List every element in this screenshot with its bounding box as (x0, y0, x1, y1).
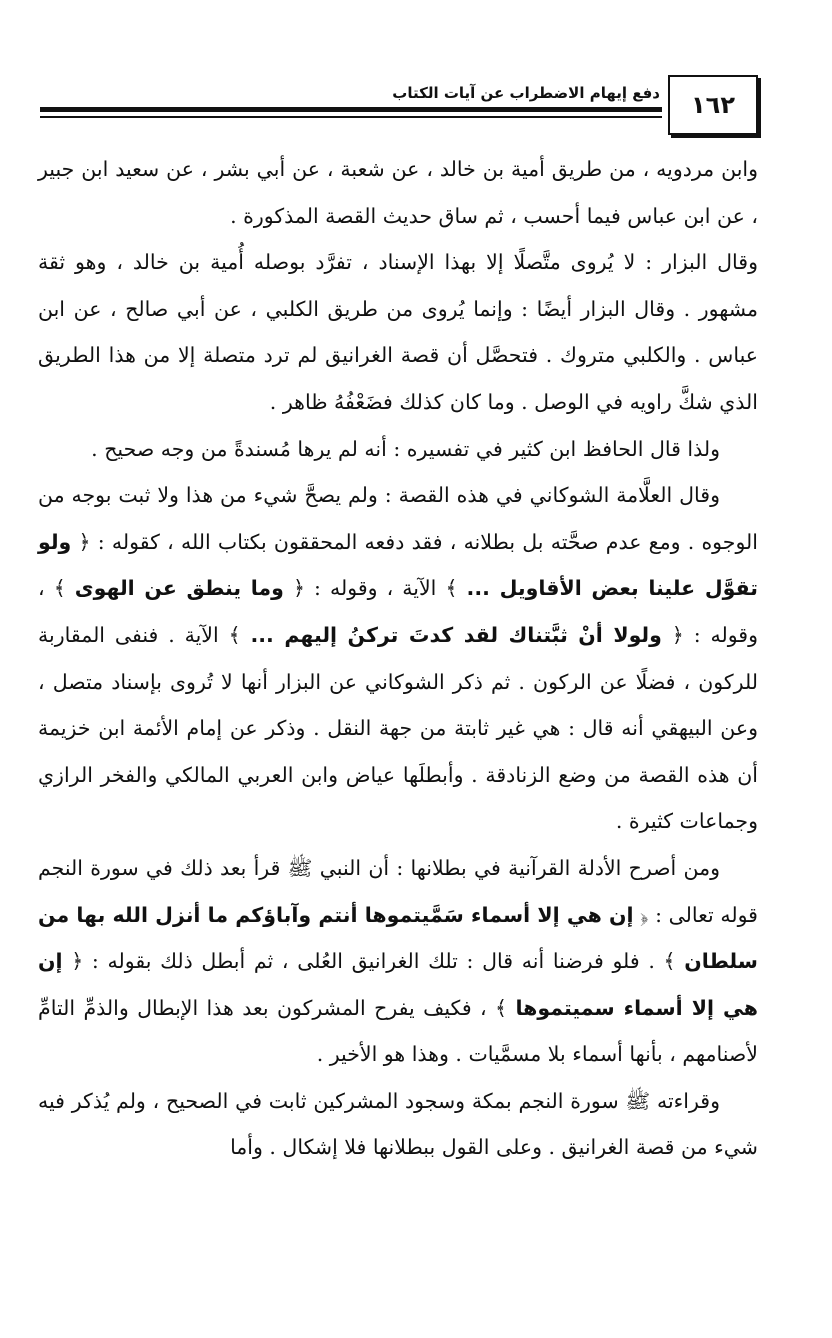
quran-verse-4: إن هي إلا أسماء سَمَّيتموها أنتم وآباؤكم ما أنزل الله بها من سلطان (38, 902, 758, 974)
ornate-bracket-open: ﴿ (71, 949, 84, 974)
quran-verse-3: ولولا أنْ ثبَّتناك لقد كدتَ تركنُ إليهم ... (250, 622, 662, 647)
paragraph-3: ولذا قال الحافظ ابن كثير في تفسيره : أنه لم يرها مُسندةً من وجه صحيح . (91, 436, 720, 461)
ornate-bracket-close: ﴾ (53, 576, 66, 601)
paragraph-5 (38, 845, 758, 1078)
quran-verse-5: إن هي إلا أسماء سميتموها (38, 949, 758, 1020)
paragraph-1: وابن مردويه ، من طريق أمية بن خالد ، عن شعبة ، عن أبي بشر ، عن سعيد ابن جبير ، عن ابن عباس فيما أحسب ، ثم ساق حديث القصة المذكورة . (38, 157, 758, 228)
ornate-bracket-close: ﴾ (663, 949, 676, 974)
p5-text-3: ، فكيف يفرح المشركون بعد هذا الإبطال والذمِّ التامِّ لأصنامهم ، بأنها أسماء بلا مسمَّيات . وهذا هو الأخير . (38, 995, 758, 1067)
header-rule-thin (40, 116, 662, 118)
p5-text-2: . فلو فرضنا أنه قال : تلك الغرانيق العُلى ، ثم أبطل ذلك بقوله : (91, 949, 655, 974)
ornate-bracket-close: ﴾ (228, 622, 241, 647)
page-number: ١٦٢ (691, 91, 735, 119)
ornate-bracket-open: ﴿ (78, 529, 91, 554)
paragraph-6: وقراءته ﷺ سورة النجم بمكة وسجود المشركين ثابت في الصحيح ، ولم يُذكر فيه شيء من قصة الغرانيق . وعلى القول ببطلانها فلا إشكال . وأما (38, 1088, 758, 1160)
p5-text-1: ومن أصرح الأدلة القرآنية في بطلانها : أن النبي ﷺ قرأ بعد ذلك في سورة النجم قوله تعالى : (38, 855, 758, 927)
ornate-bracket-open: ﴿ (640, 902, 649, 927)
body-text (38, 146, 758, 1171)
ornate-bracket-close: ﴾ (445, 576, 458, 601)
page-number-box (668, 75, 758, 135)
ornate-bracket-open: ﴿ (292, 576, 305, 601)
paragraph-4 (38, 472, 758, 845)
p4-text-2: الآية ، وقوله : (314, 576, 437, 601)
ornate-bracket-open: ﴿ (671, 622, 684, 647)
header-rule-thick (40, 107, 662, 112)
paragraph-2: وقال البزار : لا يُروى متَّصلًا إلا بهذا الإسناد ، تفرَّد بوصله أُمية بن خالد ، وهو ثقة مشهور . وقال البزار أيضًا : وإنما يُروى من طريق الكلبي ، عن أبي صالح ، عن ابن عباس . والكلبي متروك . فتحصَّل أن قصة الغرانيق لم ترد متصلة إلا من هذا الطريق الذي شكَّ راويه في الوصل . وما كان كذلك فضَعْفُهُ ظاهر . (38, 250, 758, 414)
p4-text-1: وقال العلَّامة الشوكاني في هذه القصة : ولم يصحَّ شيء من هذا ولا ثبت بوجه من الوجوه . ومع عدم صحَّته بل بطلانه ، فقد دفعه المحققون بكتاب الله ، كقوله : (38, 483, 758, 554)
quran-verse-1: ولو تقوَّل علينا بعض الأقاويل ... (38, 529, 758, 601)
quran-verse-2: وما ينطق عن الهوى (74, 576, 284, 601)
running-title: دفع إيهام الاضطراب عن آيات الكتاب (392, 84, 660, 102)
ornate-bracket-close: ﴾ (495, 995, 508, 1020)
p4-text-3: ، وقوله : (38, 576, 758, 647)
p4-text-4: الآية . فنفى المقاربة للركون ، فضلًا عن الركون . ثم ذكر الشوكاني عن البزار أنها لا تُروى بإسناد متصل ، وعن البيهقي أنه قال : هي غير ثابتة من جهة النقل . وذكر عن إمام الأئمة ابن خزيمة أن هذه القصة من وضع الزنادقة . وأبطلَها عياض وابن العربي المالكي والفخر الرازي وجماعات كثيرة . (38, 622, 758, 834)
